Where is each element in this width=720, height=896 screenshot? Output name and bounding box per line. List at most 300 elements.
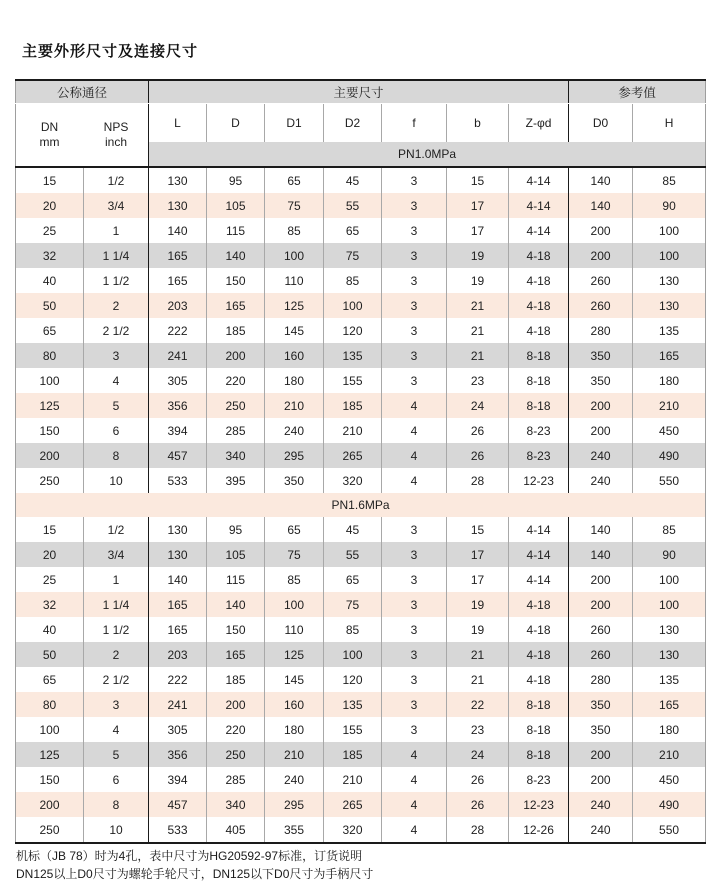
table-cell: 8-23 xyxy=(509,443,569,468)
dn-label: DN xyxy=(40,120,59,134)
table-cell: 1 1/4 xyxy=(84,592,149,617)
table-row xyxy=(16,792,706,817)
table-cell: 260 xyxy=(569,617,633,642)
table-cell: 40 xyxy=(42,273,57,288)
table-cell: 450 xyxy=(633,767,706,792)
table-cell: 350 xyxy=(265,468,324,493)
column-header-Zd: Z-φd xyxy=(509,104,569,143)
table-cell: 240 xyxy=(265,767,324,792)
table-cell: 3 xyxy=(382,368,447,393)
table-cell: 25 xyxy=(42,223,57,238)
table-cell: 222 xyxy=(149,318,207,343)
table-cell: 140 xyxy=(207,592,265,617)
table-cell: 135 xyxy=(324,692,382,717)
table-row xyxy=(16,767,706,792)
table-row xyxy=(16,468,706,493)
table-cell: 4 xyxy=(84,717,149,742)
table-cell: 180 xyxy=(633,717,706,742)
table-cell: 4 xyxy=(382,767,447,792)
table-cell: 165 xyxy=(149,617,207,642)
table-cell: 4 xyxy=(382,817,447,843)
table-cell: 8 xyxy=(84,443,149,468)
table-cell: 203 xyxy=(149,293,207,318)
table-row xyxy=(16,542,706,567)
table-cell: 8-23 xyxy=(509,767,569,792)
table-cell: 3 xyxy=(382,268,447,293)
table-cell: 4-18 xyxy=(509,293,569,318)
table-cell: 5 xyxy=(84,393,149,418)
table-cell: 40 xyxy=(42,622,57,637)
table-cell: 180 xyxy=(633,368,706,393)
table-cell: 10 xyxy=(84,468,149,493)
page-title: 主要外形尺寸及连接尺寸 xyxy=(22,43,199,60)
table-cell: 210 xyxy=(265,742,324,767)
table-cell: 8-18 xyxy=(509,343,569,368)
table-cell: 85 xyxy=(324,617,382,642)
table-row xyxy=(16,218,706,243)
table-cell: 8-23 xyxy=(509,418,569,443)
table-cell: 160 xyxy=(265,343,324,368)
table-cell: 165 xyxy=(633,692,706,717)
footnote-block xyxy=(16,848,720,883)
table-cell: 125 xyxy=(39,398,60,413)
table-cell: 3 xyxy=(382,642,447,667)
table-cell: 250 xyxy=(39,473,60,488)
table-cell: 210 xyxy=(633,393,706,418)
table-row xyxy=(16,167,706,193)
table-cell: 295 xyxy=(265,792,324,817)
table-cell: 240 xyxy=(265,418,324,443)
table-cell: 250 xyxy=(207,742,265,767)
table-row xyxy=(16,742,706,767)
table-cell: 3 xyxy=(84,343,149,368)
table-cell: 340 xyxy=(207,443,265,468)
table-cell: 140 xyxy=(569,517,633,542)
table-cell: 23 xyxy=(447,368,509,393)
column-header-row xyxy=(16,104,706,143)
table-cell: 4 xyxy=(382,393,447,418)
table-cell: 55 xyxy=(324,542,382,567)
table-cell: 1 xyxy=(84,567,149,592)
table-cell: 4-14 xyxy=(509,517,569,542)
table-cell: 150 xyxy=(39,423,60,438)
table-cell: 65 xyxy=(265,167,324,193)
table-cell: 17 xyxy=(447,542,509,567)
table-cell: 75 xyxy=(324,243,382,268)
table-cell: 240 xyxy=(569,817,633,843)
table-cell: 533 xyxy=(149,468,207,493)
column-header-D0: D0 xyxy=(569,104,633,143)
table-cell: 4 xyxy=(382,443,447,468)
footnote-line-1: 机标（JB 78）时为4孔，表中尺寸为HG20592-97标准，订货说明 xyxy=(16,849,363,863)
table-cell: 265 xyxy=(324,443,382,468)
table-cell: 200 xyxy=(39,448,60,463)
table-row xyxy=(16,667,706,692)
table-cell: 3 xyxy=(382,617,447,642)
table-cell: 350 xyxy=(569,717,633,742)
table-cell: 22 xyxy=(447,692,509,717)
table-cell: 90 xyxy=(633,193,706,218)
table-cell: 4 xyxy=(382,742,447,767)
table-cell: 3/4 xyxy=(84,193,149,218)
table-cell: 75 xyxy=(265,542,324,567)
table-cell: 3 xyxy=(382,343,447,368)
table-cell: 490 xyxy=(633,792,706,817)
table-cell: 356 xyxy=(149,742,207,767)
table-cell: 4-18 xyxy=(509,268,569,293)
table-cell: 4-14 xyxy=(509,567,569,592)
table-cell: 19 xyxy=(447,592,509,617)
table-cell: 65 xyxy=(265,517,324,542)
table-cell: 50 xyxy=(42,647,57,662)
table-cell: 90 xyxy=(633,542,706,567)
table-cell: 24 xyxy=(447,393,509,418)
table-cell: 295 xyxy=(265,443,324,468)
table-cell: 8 xyxy=(84,792,149,817)
table-cell: 4 xyxy=(84,368,149,393)
column-header-f: f xyxy=(382,104,447,143)
table-row xyxy=(16,817,706,843)
table-cell: 165 xyxy=(149,268,207,293)
table-row xyxy=(16,418,706,443)
table-cell: 240 xyxy=(569,443,633,468)
table-cell: 550 xyxy=(633,817,706,843)
table-cell: 20 xyxy=(42,547,57,562)
table-cell: 200 xyxy=(569,567,633,592)
table-cell: 65 xyxy=(42,672,57,687)
table-cell: 1 xyxy=(84,218,149,243)
table-cell: 55 xyxy=(324,193,382,218)
table-cell: 80 xyxy=(42,697,57,712)
table-cell: 140 xyxy=(149,218,207,243)
table-cell: 250 xyxy=(207,393,265,418)
table-cell: 21 xyxy=(447,642,509,667)
table-cell: 3 xyxy=(382,717,447,742)
table-cell: 457 xyxy=(149,443,207,468)
table-cell: 32 xyxy=(42,597,57,612)
table-cell: 320 xyxy=(324,468,382,493)
table-cell: 4-14 xyxy=(509,193,569,218)
table-cell: 140 xyxy=(569,167,633,193)
table-cell: 12-26 xyxy=(509,817,569,843)
table-cell: 1/2 xyxy=(84,167,149,193)
table-cell: 200 xyxy=(569,393,633,418)
table-cell: 4 xyxy=(382,468,447,493)
table-cell: 110 xyxy=(265,268,324,293)
footnote-line-2: DN125以上D0尺寸为螺轮手轮尺寸，DN125以下D0尺寸为手柄尺寸 xyxy=(16,866,374,881)
table-cell: 350 xyxy=(569,368,633,393)
table-cell: 265 xyxy=(324,792,382,817)
table-cell: 3 xyxy=(382,592,447,617)
table-cell: 140 xyxy=(207,243,265,268)
table-cell: 100 xyxy=(265,592,324,617)
table-cell: 320 xyxy=(324,817,382,843)
table-cell: 21 xyxy=(447,318,509,343)
table-cell: 150 xyxy=(207,268,265,293)
table-cell: 15 xyxy=(447,517,509,542)
table-cell: 65 xyxy=(42,323,57,338)
table-cell: 19 xyxy=(447,268,509,293)
table-cell: 25 xyxy=(42,572,57,587)
table-cell: 2 xyxy=(84,293,149,318)
table-cell: 135 xyxy=(633,667,706,692)
table-cell: 4-18 xyxy=(509,642,569,667)
table-cell: 130 xyxy=(633,642,706,667)
table-cell: 130 xyxy=(149,517,207,542)
table-row xyxy=(16,592,706,617)
table-cell: 4-14 xyxy=(509,167,569,193)
table-cell: 85 xyxy=(324,268,382,293)
table-cell: 165 xyxy=(149,243,207,268)
table-cell: 4 xyxy=(382,792,447,817)
table-cell: 17 xyxy=(447,193,509,218)
table-cell: 130 xyxy=(149,167,207,193)
table-cell: 100 xyxy=(265,243,324,268)
table-cell: 120 xyxy=(324,318,382,343)
table-cell: 10 xyxy=(84,817,149,843)
table-cell: 165 xyxy=(207,642,265,667)
table-cell: 200 xyxy=(569,592,633,617)
column-header-dn xyxy=(16,104,84,168)
table-cell: 140 xyxy=(149,567,207,592)
table-row xyxy=(16,268,706,293)
column-header-nps xyxy=(84,104,149,168)
table-cell: 200 xyxy=(207,343,265,368)
table-cell: 250 xyxy=(39,822,60,837)
table-cell: 160 xyxy=(265,692,324,717)
table-cell: 120 xyxy=(324,667,382,692)
table-cell: 5 xyxy=(84,742,149,767)
table-cell: 105 xyxy=(207,542,265,567)
pressure-band-row xyxy=(16,493,706,517)
table-cell: 1 1/2 xyxy=(84,268,149,293)
table-cell: 24 xyxy=(447,742,509,767)
table-cell: 125 xyxy=(265,293,324,318)
table-cell: 260 xyxy=(569,268,633,293)
table-cell: 100 xyxy=(633,567,706,592)
table-row xyxy=(16,393,706,418)
table-cell: 4-14 xyxy=(509,542,569,567)
table-cell: 80 xyxy=(42,348,57,363)
table-cell: 3 xyxy=(382,542,447,567)
table-cell: 3 xyxy=(84,692,149,717)
table-cell: 19 xyxy=(447,243,509,268)
table-cell: 75 xyxy=(324,592,382,617)
table-cell: 280 xyxy=(569,667,633,692)
table-cell: 95 xyxy=(207,167,265,193)
table-cell: 394 xyxy=(149,767,207,792)
table-cell: 85 xyxy=(265,218,324,243)
table-cell: 285 xyxy=(207,418,265,443)
section-band: PN1.6MPa xyxy=(16,493,706,517)
table-cell: 350 xyxy=(569,692,633,717)
table-cell: 130 xyxy=(149,542,207,567)
table-cell: 115 xyxy=(207,218,265,243)
table-cell: 165 xyxy=(633,343,706,368)
table-cell: 130 xyxy=(149,193,207,218)
table-cell: 100 xyxy=(633,592,706,617)
table-row xyxy=(16,193,706,218)
table-cell: 3/4 xyxy=(84,542,149,567)
table-cell: 8-18 xyxy=(509,692,569,717)
table-cell: 155 xyxy=(324,717,382,742)
table-cell: 280 xyxy=(569,318,633,343)
table-cell: 305 xyxy=(149,717,207,742)
table-row xyxy=(16,318,706,343)
table-row xyxy=(16,293,706,318)
table-cell: 23 xyxy=(447,717,509,742)
table-cell: 150 xyxy=(207,617,265,642)
table-row xyxy=(16,692,706,717)
table-cell: 140 xyxy=(569,193,633,218)
table-cell: 15 xyxy=(42,522,57,537)
table-cell: 145 xyxy=(265,667,324,692)
table-cell: 1 1/4 xyxy=(84,243,149,268)
nps-unit: inch xyxy=(105,135,128,149)
table-cell: 220 xyxy=(207,368,265,393)
group-header-nominal-diameter: 公称通径 xyxy=(16,80,149,104)
table-cell: 135 xyxy=(324,343,382,368)
table-cell: 8-18 xyxy=(509,742,569,767)
table-cell: 3 xyxy=(382,692,447,717)
table-cell: 3 xyxy=(382,167,447,193)
table-cell: 3 xyxy=(382,218,447,243)
table-cell: 200 xyxy=(569,418,633,443)
table-cell: 405 xyxy=(207,817,265,843)
table-cell: 241 xyxy=(149,692,207,717)
table-cell: 3 xyxy=(382,293,447,318)
table-cell: 4-18 xyxy=(509,667,569,692)
table-cell: 155 xyxy=(324,368,382,393)
table-cell: 203 xyxy=(149,642,207,667)
table-cell: 3 xyxy=(382,318,447,343)
table-cell: 220 xyxy=(207,717,265,742)
table-cell: 450 xyxy=(633,418,706,443)
table-cell: 490 xyxy=(633,443,706,468)
dn-unit: mm xyxy=(39,135,60,149)
table-cell: 200 xyxy=(207,692,265,717)
table-cell: 350 xyxy=(569,343,633,368)
table-cell: 45 xyxy=(324,167,382,193)
nps-label: NPS xyxy=(103,120,129,134)
table-cell: 222 xyxy=(149,667,207,692)
table-cell: 100 xyxy=(633,243,706,268)
table-cell: 17 xyxy=(447,567,509,592)
table-cell: 180 xyxy=(265,368,324,393)
table-row xyxy=(16,617,706,642)
table-cell: 130 xyxy=(633,617,706,642)
table-cell: 28 xyxy=(447,468,509,493)
table-cell: 20 xyxy=(42,198,57,213)
table-cell: 3 xyxy=(382,193,447,218)
table-cell: 140 xyxy=(569,542,633,567)
table-cell: 356 xyxy=(149,393,207,418)
table-cell: 21 xyxy=(447,293,509,318)
table-cell: 17 xyxy=(447,218,509,243)
table-cell: 305 xyxy=(149,368,207,393)
table-cell: 550 xyxy=(633,468,706,493)
column-header-D2: D2 xyxy=(324,104,382,143)
table-cell: 4-18 xyxy=(509,617,569,642)
table-cell: 340 xyxy=(207,792,265,817)
table-cell: 110 xyxy=(265,617,324,642)
table-cell: 165 xyxy=(149,592,207,617)
table-cell: 185 xyxy=(207,318,265,343)
table-cell: 200 xyxy=(39,797,60,812)
table-cell: 6 xyxy=(84,418,149,443)
table-cell: 4-18 xyxy=(509,592,569,617)
table-cell: 26 xyxy=(447,792,509,817)
table-cell: 185 xyxy=(207,667,265,692)
table-cell: 1/2 xyxy=(84,517,149,542)
group-header-main-dimensions: 主要尺寸 xyxy=(149,80,569,104)
table-cell: 50 xyxy=(42,298,57,313)
table-cell: 15 xyxy=(42,173,57,188)
table-cell: 21 xyxy=(447,667,509,692)
table-cell: 95 xyxy=(207,517,265,542)
table-cell: 26 xyxy=(447,767,509,792)
table-cell: 130 xyxy=(633,268,706,293)
table-cell: 260 xyxy=(569,293,633,318)
table-cell: 3 xyxy=(382,667,447,692)
table-cell: 355 xyxy=(265,817,324,843)
table-row xyxy=(16,443,706,468)
table-cell: 394 xyxy=(149,418,207,443)
table-cell: 135 xyxy=(633,318,706,343)
table-cell: 533 xyxy=(149,817,207,843)
table-cell: 28 xyxy=(447,817,509,843)
table-cell: 4-14 xyxy=(509,218,569,243)
table-cell: 100 xyxy=(39,722,60,737)
table-cell: 32 xyxy=(42,248,57,263)
table-cell: 395 xyxy=(207,468,265,493)
table-cell: 100 xyxy=(324,642,382,667)
table-cell: 145 xyxy=(265,318,324,343)
table-cell: 260 xyxy=(569,642,633,667)
group-header-reference-values: 参考值 xyxy=(569,80,706,104)
column-header-D: D xyxy=(207,104,265,143)
table-cell: 2 1/2 xyxy=(84,667,149,692)
table-cell: 75 xyxy=(265,193,324,218)
table-cell: 240 xyxy=(569,468,633,493)
column-header-b: b xyxy=(447,104,509,143)
table-cell: 125 xyxy=(265,642,324,667)
table-cell: 200 xyxy=(569,218,633,243)
table-cell: 125 xyxy=(39,747,60,762)
table-row xyxy=(16,368,706,393)
table-cell: 105 xyxy=(207,193,265,218)
table-cell: 457 xyxy=(149,792,207,817)
table-cell: 26 xyxy=(447,418,509,443)
table-row xyxy=(16,517,706,542)
table-cell: 210 xyxy=(324,418,382,443)
table-cell: 1 1/2 xyxy=(84,617,149,642)
table-row xyxy=(16,567,706,592)
table-cell: 3 xyxy=(382,517,447,542)
table-cell: 12-23 xyxy=(509,792,569,817)
table-cell: 3 xyxy=(382,243,447,268)
table-cell: 100 xyxy=(324,293,382,318)
table-cell: 115 xyxy=(207,567,265,592)
table-cell: 85 xyxy=(265,567,324,592)
table-cell: 65 xyxy=(324,218,382,243)
table-cell: 45 xyxy=(324,517,382,542)
column-header-H: H xyxy=(633,104,706,143)
table-cell: 210 xyxy=(265,393,324,418)
table-cell: 15 xyxy=(447,167,509,193)
table-cell: 3 xyxy=(382,567,447,592)
table-cell: 19 xyxy=(447,617,509,642)
